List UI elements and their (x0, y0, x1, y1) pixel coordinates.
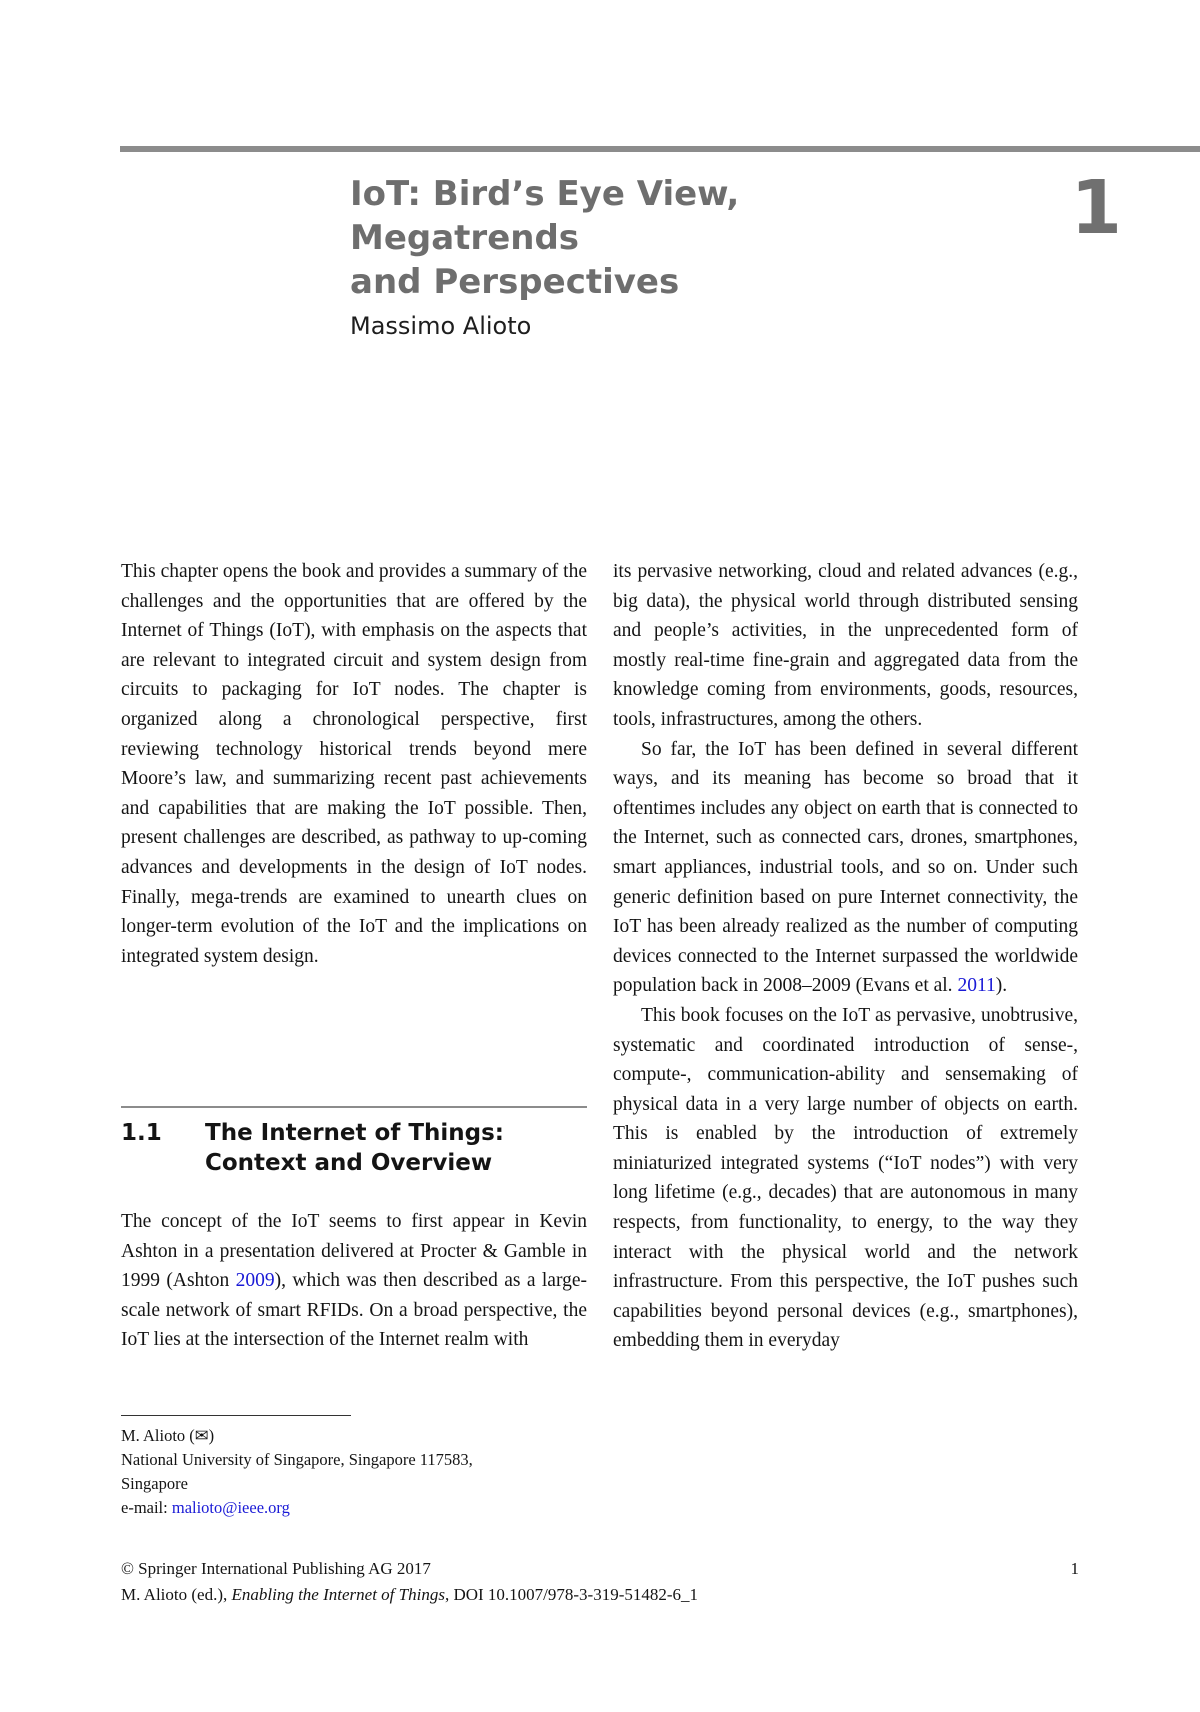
section-number: 1.1 (121, 1120, 162, 1146)
paragraph (613, 735, 1078, 1001)
footnote-email-line (121, 1496, 581, 1520)
page-footer (121, 1556, 1079, 1608)
footnote-affiliation: National University of Singapore, Singapore 117583, (121, 1450, 473, 1469)
paragraph-text: So far, the IoT has been defined in several different ways, and its meaning has become so broad that it oftentimes includes any object on earth that is connected to the Internet, such as connected cars, drones, smartphones, smart appliances, industrial tools, and so on. Under such generic definition based on pure Internet connectivity, the IoT has been already realized as the number of computing devices connected to the Internet surpassed the worldwide population back in 2008–2009 (Evans et al. (613, 738, 1078, 997)
section-rule (121, 1106, 587, 1108)
email-label: e-mail: (121, 1498, 172, 1517)
chapter-title-line1: IoT: Bird’s Eye View, Megatrends (350, 174, 740, 258)
abstract-text: This chapter opens the book and provides a summary of the challenges and the opportunities that are offered by the Internet of Things (IoT), with emphasis on the aspects that are relevant to integrated circuit and system design from circuits to packaging for IoT nodes. The chapter is organized along a chronological perspective, first reviewing technology historical trends beyond mere Moore’s law, and summarizing recent past achievements and capabilities that are making the IoT possible. Then, present challenges are described, as pathway to up-coming advances and developments in the design of IoT nodes. Finally, mega-trends are examined to unearth clues on longer-term evolution of the IoT and the implications on integrated system design. (121, 561, 587, 967)
paragraph-text: ), which was then described as a large-scale network of smart RFIDs. On a broad perspective, the IoT lies at the intersection of the Internet realm with (121, 1270, 587, 1351)
book-title: Enabling the Internet of Things (231, 1585, 445, 1604)
paragraph-text: The concept of the IoT seems to first appear in Kevin Ashton in a presentation delivered at Procter & Gamble in 1999 (Ashton (121, 1211, 587, 1292)
paragraph (121, 1207, 587, 1355)
author-footnote (121, 1424, 581, 1520)
chapter-title (350, 172, 970, 304)
footnote-rule (121, 1415, 351, 1416)
chapter-title-line2: and Perspectives (350, 262, 680, 302)
chapter-top-rule (120, 146, 1200, 152)
paragraph: its pervasive networking, cloud and related advances (e.g., big data), the physical world through distributed sensing and people’s activities, in the unprecedented form of mostly real-time fine-grain and aggregated data from the knowledge coming from environments, goods, resources, tools, infrastructures, among the others. (613, 561, 1078, 730)
footnote-country: Singapore (121, 1474, 188, 1493)
page-number: 1 (1070, 1559, 1079, 1578)
section-title: The Internet of Things: Context and Overview (205, 1120, 504, 1176)
abstract (121, 557, 587, 971)
citation-prefix: M. Alioto (ed.), (121, 1585, 232, 1604)
left-column-body (121, 1207, 587, 1355)
author-name: Massimo Alioto (350, 312, 532, 340)
footnote-name: M. Alioto (✉) (121, 1426, 215, 1445)
citation-link[interactable]: 2009 (235, 1270, 275, 1292)
doi: , DOI 10.1007/978-3-319-51482-6_1 (444, 1585, 699, 1604)
chapter-number: 1 (1070, 165, 1122, 251)
citation-line (121, 1582, 1079, 1608)
right-column-body (613, 557, 1078, 1356)
paragraph-text: ). (995, 975, 1008, 997)
copyright: © Springer International Publishing AG 2017 (121, 1559, 431, 1578)
paragraph: This book focuses on the IoT as pervasive, unobtrusive, systematic and coordinated introduction of sense-, compute-, communication-ability and sensemaking of physical data in a very large number of objects on earth. This is enabled by the introduction of extremely miniaturized integrated systems (“IoT nodes”) with very long lifetime (e.g., decades) that are autonomous in many respects, from functionality, to energy, to the way they interact with the physical world and the network infrastructure. From this perspective, the IoT pushes such capabilities beyond personal devices (e.g., smartphones), embedding them in everyday (613, 1004, 1078, 1352)
citation-link[interactable]: 2011 (957, 975, 996, 997)
email-link[interactable]: malioto@ieee.org (171, 1498, 290, 1517)
copyright-line (121, 1556, 1079, 1582)
